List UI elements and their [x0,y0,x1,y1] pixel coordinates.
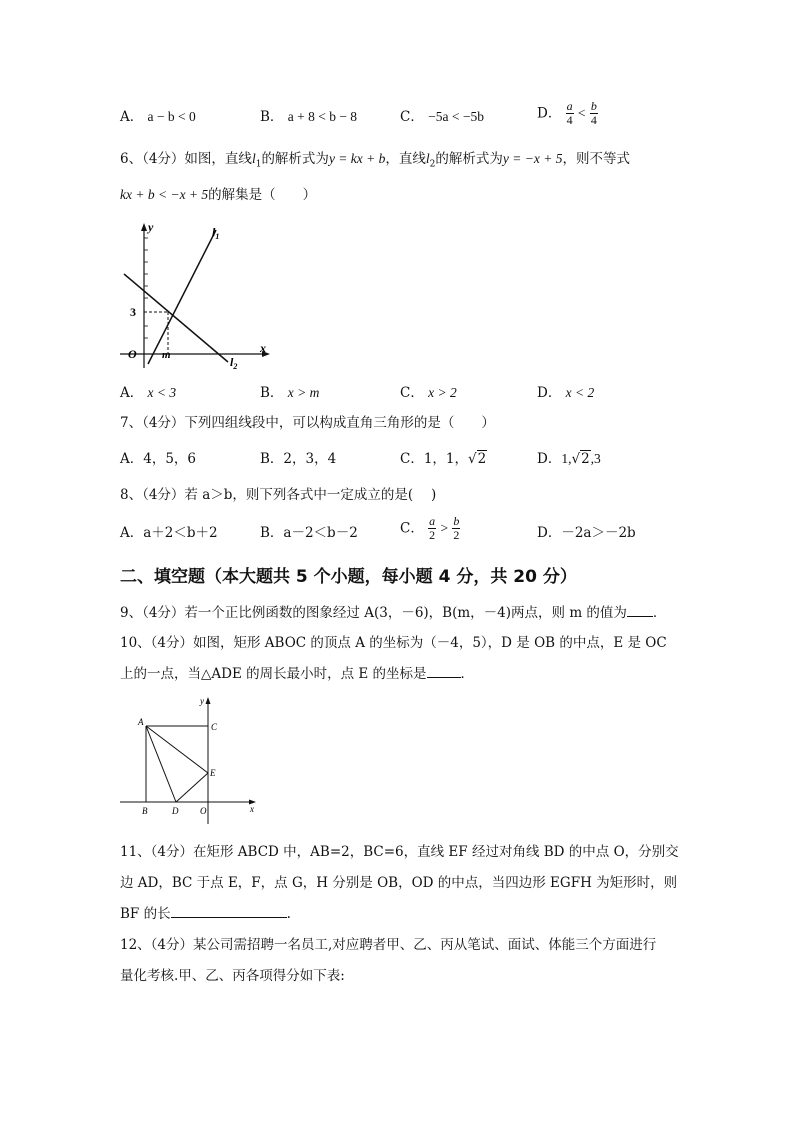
q7-option-a [120,450,196,468]
line-l2 [124,274,228,362]
q7-option-d [537,450,601,468]
q8-option-a [120,524,218,542]
point-B-label: B [142,806,148,816]
radicand: 2 [477,451,487,467]
q6-stem-line2 [120,186,316,204]
l2-symbol: l [425,151,430,166]
q5-option-a [120,108,196,126]
q8-option-b [260,524,358,542]
frac-num: b [590,99,597,113]
fraction-b-over-2 [452,515,460,542]
answer-blank[interactable] [427,665,461,678]
option-expr: x > m [287,385,320,400]
frac-den: 4 [566,113,573,127]
option-expr: x < 2 [565,385,595,400]
option-letter: D． [537,385,562,401]
q11-stem-line3 [120,905,291,923]
q7-stem: 7、（4分）下列四组线段中，可以构成直角三角形的是（ ） [120,415,495,431]
option-text: ,3 [590,451,601,466]
option-expr: x < 3 [147,385,177,400]
y-axis-arrow [141,223,147,231]
q5-option-b [260,108,357,126]
q6-expr1: y = kx + b [328,151,386,166]
q11-stem-line1: 11、（4分）在矩形 ABCD 中，AB=2，BC=6，直线 EF 经过对角线 BD 的中点 O，分别交 [120,844,679,860]
q6-suffix: ，则不等式 [562,151,630,167]
frac-num: b [453,514,460,528]
q9-end: ． [652,605,667,621]
y-axis-arrow [206,697,211,704]
frac-num: a [429,514,436,528]
point-C-label: C [211,722,218,732]
q6-option-c [400,384,457,402]
answer-blank[interactable] [627,604,653,617]
q12-stem-line2: 量化考核.甲、乙、丙各项得分如下表: [120,968,345,984]
q12-stem-line1: 12、（4分）某公司需招聘一名员工,对应聘者甲、乙、丙从笔试、面试、体能三个方面进行 [120,937,657,953]
fraction-a-over-4 [566,100,574,127]
option-expr: −5a < −5b [428,109,484,124]
sqrt-2: √2 [468,451,487,467]
q8-option-d [537,524,636,542]
greater-than: > [440,520,449,536]
point-D-label: D [172,806,179,816]
option-text: 1，1， [423,451,469,467]
frac-den: 4 [590,113,597,127]
l1-subscript: 1 [255,159,262,170]
sqrt-2: √2 [571,451,590,467]
l1-label: $l_1$ [212,225,220,241]
q6-text: 的解集是（ ） [208,187,317,203]
option-text: a－2＜b－2 [283,525,358,541]
x-label: x [260,341,266,355]
option-text: 1, [561,451,572,466]
origin-label: O [128,347,137,361]
y-label: y [148,220,154,234]
option-letter: C． [400,385,424,401]
q10-graph [116,694,266,828]
q6-text: 的解析式为 [261,151,329,167]
q11-text: BF 的长 [120,906,171,922]
y-label: y [200,696,204,706]
option-letter: C． [400,109,424,125]
q10-stem-line2 [120,665,474,683]
point-A-label: A [138,717,144,727]
option-expr: a − b < 0 [147,109,196,124]
segment-DE [176,773,208,802]
frac-den: 2 [453,528,460,542]
option-letter: D． [537,525,562,541]
q7-option-c [400,450,487,468]
origin-label: O [200,806,207,816]
option-expr: a + 8 < b − 8 [287,109,358,124]
q10-text: 上的一点，当△ADE 的周长最小时，点 E 的坐标是 [120,666,427,682]
option-letter: B． [260,451,284,467]
q9-stem [120,604,666,622]
q6-option-d [537,384,594,402]
q6-graph [110,218,280,378]
three-label: 3 [130,305,136,319]
option-text: 2，3，4 [283,451,337,467]
option-letter: D． [537,105,562,122]
point-E-label: E [210,768,216,778]
radicand: 2 [581,451,590,467]
q9-text: 9、（4分）若一个正比例函数的图象经过 A(3，－6)，B(m，－4)两点，则 m 的值为 [120,605,627,621]
option-letter: A． [120,451,144,467]
l2-label: $l_2$ [230,355,238,371]
option-letter: D． [537,451,562,467]
option-text: a＋2＜b＋2 [143,525,218,541]
q7-option-b [260,450,336,468]
frac-num: a [566,99,573,113]
frac-den: 2 [429,528,436,542]
q6-expr2: y = −x + 5 [502,151,563,166]
fraction-b-over-4 [590,100,598,127]
q8-option-c [400,515,460,542]
option-letter: C． [400,520,424,537]
x-label: x [250,804,254,814]
y-ticks [144,238,148,338]
q10-end: ． [460,666,475,682]
option-letter: C． [400,451,424,467]
option-text: －2a＞－2b [561,525,636,541]
q5-option-d [537,100,598,127]
q6-option-b [260,384,319,402]
l1-symbol: l [251,151,256,166]
q5-option-c [400,108,484,126]
option-letter: A． [120,525,144,541]
fraction-a-over-2 [428,515,436,542]
option-text: 4，5，6 [143,451,197,467]
q11-end: . [286,906,291,922]
l2-subscript: 2 [429,159,436,170]
option-letter: B． [260,109,284,125]
q6-text: 的解析式为 [435,151,503,167]
answer-blank[interactable] [171,905,287,918]
q6-inequality: kx + b < −x + 5 [120,187,209,202]
q11-stem-line2: 边 AD，BC 于点 E，F，点 G，H 分别是 OB，OD 的中点，当四边形 EGFH 为矩形时，则 [120,875,678,891]
option-letter: B． [260,525,284,541]
q6-stem-line1 [120,150,630,174]
option-letter: B． [260,385,284,401]
q6-option-a [120,384,176,402]
option-expr: x > 2 [428,385,457,400]
m-label: m [162,349,171,361]
q8-stem: 8、（4分）若 a＞b，则下列各式中一定成立的是( ) [120,487,437,503]
option-letter: A． [120,109,144,125]
q6-prefix: 6、（4分）如图，直线 [120,151,252,167]
option-letter: A． [120,385,144,401]
q10-stem-line1: 10、（4分）如图，矩形 ABOC 的顶点 A 的坐标为（－4，5），D 是 OB 的中点，E 是 OC [120,635,667,651]
section-2-title: 二、填空题（本大题共 5 个小题，每小题 4 分，共 20 分） [120,567,577,587]
q6-text: ，直线 [385,151,426,167]
less-than: < [577,105,586,121]
